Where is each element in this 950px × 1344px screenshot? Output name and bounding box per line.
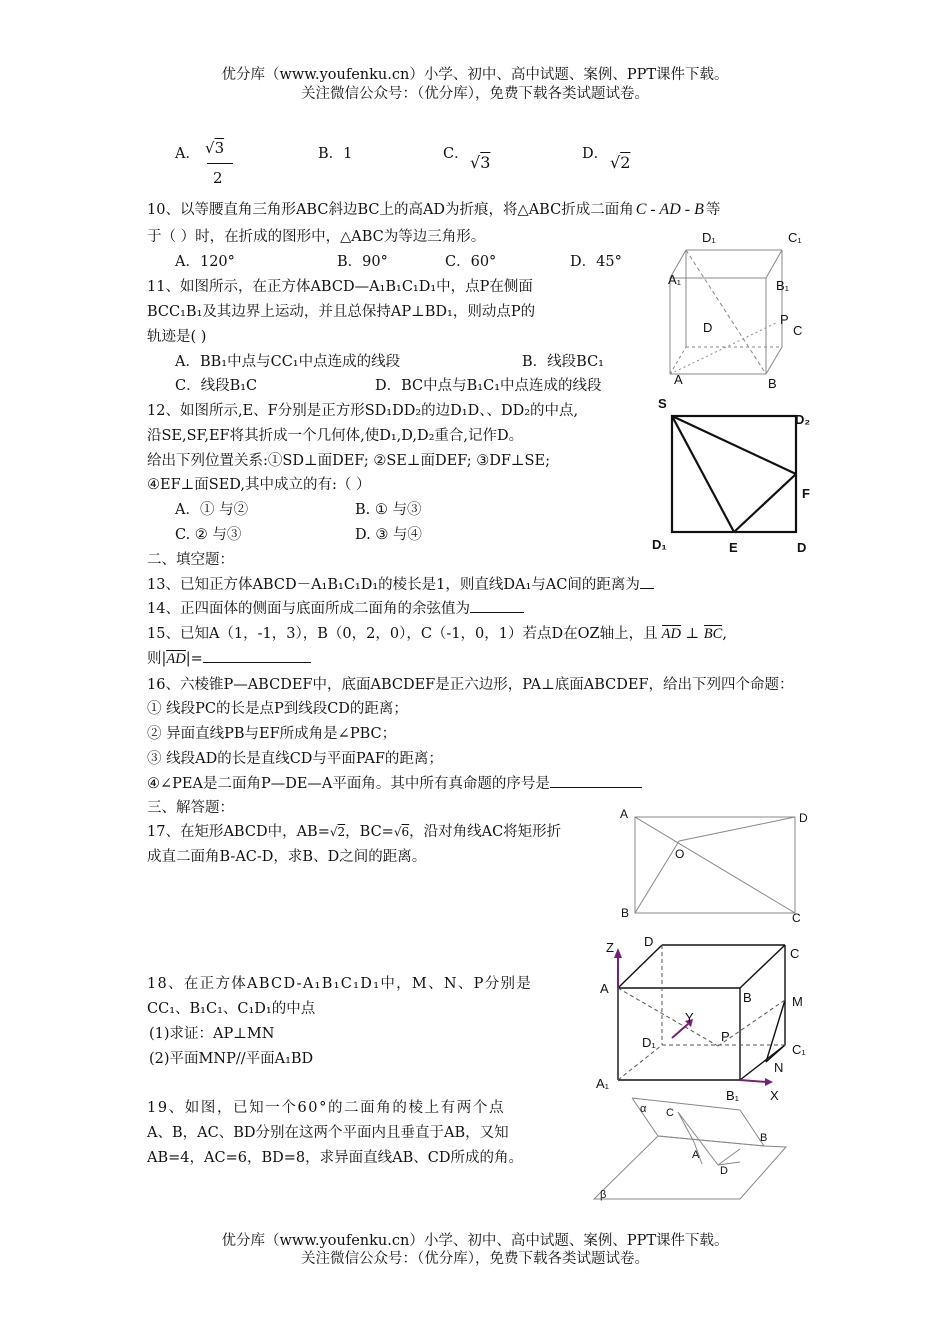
page-footer-line2: 关注微信公众号：（优分库），免费下载各类试题试卷。: [301, 1251, 649, 1267]
q17-rectangle-figure: [615, 805, 815, 925]
q19-line3: AB=4，AC=6，BD=8，求异面直线AB、CD所成的角。: [147, 1150, 523, 1166]
q19-line1: 19、如图，已知一个60°的二面角的棱上有两个点: [147, 1100, 506, 1116]
q11-option-c: C．线段B₁C: [175, 378, 258, 394]
q17-label-o: O: [675, 847, 685, 861]
section-solve-title: 三、解答题：: [147, 800, 234, 816]
q18-label-n: N: [774, 1060, 784, 1075]
q12-label-d2: D₂: [795, 412, 811, 427]
q10-line1-text: 10、以等腰直角三角形ABC斜边BC上的高AD为折痕，将△ABC折成二面角: [147, 202, 634, 218]
q18-line2: CC₁、B₁C₁、C₁D₁的中点: [147, 1001, 316, 1017]
q15-text: 15、已知A（1，-1，3），B（0，2，0），C（-1，0，1）若点D在OZ轴上，且: [147, 626, 658, 642]
q18-part2: (2)平面MNP//平面A₁BD: [149, 1051, 314, 1067]
q12-label-f: F: [802, 486, 810, 501]
q14-line: [147, 598, 524, 620]
q9-option-a-fraction-bar: [207, 163, 233, 164]
q11-label-c: C: [793, 323, 803, 338]
q9-option-d-label: D．: [582, 146, 609, 162]
q18-label-p: P: [721, 1029, 730, 1044]
q10-option-d: D．45°: [570, 254, 622, 270]
q16-line2: ① 线段PC的长是点P到线段CD的距离；: [147, 701, 408, 717]
q12-label-d1: D₁: [652, 537, 667, 552]
q9-option-a-num: 3: [214, 139, 225, 157]
q11-label-d1: D₁: [702, 230, 716, 245]
q9-option-c-label: C．: [443, 146, 469, 162]
q11-option-b: B．线段BC₁: [522, 354, 604, 370]
q17-r2: 6: [401, 825, 410, 839]
q12-label-d: D: [797, 540, 807, 555]
q9-option-b: B．1: [318, 146, 353, 162]
q17-post: ，沿对角线AC将矩形折: [409, 824, 562, 840]
q10-line1-tail: 等: [705, 202, 721, 218]
q19-dihedral-figure: [590, 1092, 810, 1207]
q11-label-c1: C₁: [788, 230, 802, 245]
q17-line1: [147, 821, 561, 843]
q18-label-a: A: [600, 981, 609, 996]
q16-answer-blank[interactable]: [550, 773, 642, 788]
section-fill-in-title: 二、填空题：: [147, 552, 234, 568]
q19-label-c: C: [666, 1107, 674, 1119]
q12-option-b: B. ① 与③: [355, 502, 422, 518]
q17-label-b: B: [621, 906, 630, 920]
q16-line1: 16、六棱锥P—ABCDEF中，底面ABCDEF是正六边形，PA⊥底面ABCDEF，给出下列四个命题：: [147, 677, 794, 693]
q12-square-figure: [650, 392, 820, 557]
q17-label-d: D: [799, 811, 808, 825]
q10-option-c: C．60°: [445, 254, 497, 270]
q9-option-a-den: 2: [213, 169, 223, 187]
q9-option-a-sqrt: √3: [205, 139, 225, 157]
q16-line5: [147, 773, 642, 795]
q10-option-b: B．90°: [337, 254, 388, 270]
q14-answer-blank[interactable]: [470, 598, 524, 613]
q18-label-b: B: [743, 990, 752, 1005]
q15-vector-ad: AD: [661, 626, 681, 642]
q15-vector-bc: BC: [703, 626, 723, 642]
q13-line: [147, 574, 654, 596]
q19-label-b: B: [760, 1132, 768, 1144]
q19-label-a: A: [692, 1149, 700, 1161]
q10-line1: [147, 199, 720, 221]
q11-label-d: D: [703, 320, 713, 335]
q18-label-a1: A₁: [596, 1076, 610, 1091]
q11-line3: 轨迹是( ): [147, 329, 207, 345]
q11-label-a1: A₁: [668, 272, 682, 287]
q17-sqrt6: √6: [393, 825, 410, 839]
q18-cube-figure: [590, 930, 820, 1105]
q12-line4: ④EF⊥面SED,其中成立的有:（ ）: [147, 477, 371, 493]
q16-line4: ③ 线段AD的长是直线CD与平面PAF的距离；: [147, 751, 443, 767]
q11-option-d: D．BC中点与B₁C₁中点连成的线段: [375, 378, 602, 394]
q15-abs-close: |=: [185, 651, 203, 667]
q18-label-d: D: [644, 934, 654, 949]
q15-end-comma: ,: [722, 626, 727, 642]
q15-perp-symbol: ⊥: [685, 626, 700, 642]
q9-option-c-val: 3: [480, 153, 491, 172]
q15-vector-ad-2: AD: [166, 651, 186, 667]
q15-line2: [147, 648, 311, 670]
q16-line3: ② 异面直线PB与EF所成角是∠PBC；: [147, 726, 397, 742]
q17-pre: 17、在矩形ABCD中，AB=: [147, 824, 330, 840]
q12-line3: 给出下列位置关系:①SD⊥面DEF; ②SE⊥面DEF; ③DF⊥SE;: [147, 453, 550, 469]
q12-line1: 12、如图所示,E、F分别是正方形SD₁DD₂的边D₁D、、DD₂的中点,: [147, 403, 579, 419]
q18-line1: 18、在正方体ABCD-A₁B₁C₁D₁中，M、N、P分别是: [147, 976, 533, 992]
q11-label-b: B: [768, 376, 777, 391]
q9-option-a-label: A．: [175, 146, 200, 162]
q16-line5-text: ④∠PEA是二面角P—DE—A平面角。其中所有真命题的序号是: [147, 776, 550, 792]
q18-label-d1: D₁: [642, 1035, 656, 1050]
q15-answer-blank[interactable]: [203, 648, 311, 663]
q18-label-c1: C₁: [792, 1042, 806, 1057]
q19-line2: A、B，AC、BD分别在这两个平面内且垂直于AB，又知: [147, 1125, 509, 1141]
q19-label-alpha: α: [640, 1103, 647, 1115]
q18-label-m: M: [792, 994, 803, 1009]
q11-line1: 11、如图所示，在正方体ABCD—A₁B₁C₁D₁中，点P在侧面: [147, 279, 533, 295]
q11-label-a: A: [674, 372, 683, 387]
q17-mid: ，BC=: [345, 824, 394, 840]
q11-option-a: A．BB₁中点与CC₁中点连成的线段: [175, 354, 401, 370]
page-header-line2: 关注微信公众号：（优分库），免费下载各类试题试卷。: [301, 86, 649, 102]
q15-abs-open: 则|: [147, 651, 167, 667]
q11-line2: BCC₁B₁及其边界上运动，并且总保持AP⊥BD₁，则动点P的: [147, 304, 536, 320]
q19-label-d: D: [720, 1165, 728, 1177]
q11-label-p: P: [780, 312, 789, 327]
q12-label-s: S: [658, 396, 667, 411]
q17-label-a: A: [620, 807, 629, 821]
q18-part1: (1)求证：AP⊥MN: [149, 1026, 275, 1042]
q17-line2: 成直二面角B-AC-D，求B、D之间的距离。: [147, 849, 427, 865]
page-header-line1: 优分库（www.youfenku.cn）小学、初中、高中试题、案例、PPT课件下载。: [221, 67, 729, 83]
q18-label-c: C: [790, 946, 800, 961]
q13-answer-blank[interactable]: [640, 574, 654, 589]
q18-label-z: Z: [606, 940, 614, 955]
q18-label-b1: B₁: [726, 1088, 740, 1103]
q9-option-c-sqrt: √3: [470, 153, 491, 172]
q12-label-e: E: [729, 540, 738, 555]
q11-label-b1: B₁: [776, 278, 790, 293]
q15-line1: [147, 623, 727, 645]
q12-option-a: A．① 与②: [175, 502, 249, 518]
q12-option-d: D. ③ 与④: [355, 527, 422, 543]
q10-line2: 于（ ）时，在折成的图形中，△ABC为等边三角形。: [147, 229, 486, 245]
q17-sqrt2: √2: [329, 825, 346, 839]
q17-label-c: C: [792, 911, 801, 925]
q10-angle: C - AD - B: [635, 201, 704, 218]
q18-label-x: X: [770, 1088, 779, 1103]
q18-label-y: Y: [685, 1010, 694, 1025]
q14-text: 14、正四面体的侧面与底面所成二面角的余弦值为: [147, 601, 470, 617]
q12-option-c: C. ② 与③: [175, 527, 242, 543]
q13-text: 13、已知正方体ABCD－A₁B₁C₁D₁的棱长是1，则直线DA₁与AC间的距离为: [147, 577, 640, 593]
q17-r1: 2: [337, 825, 346, 839]
q9-option-d-sqrt: √2: [610, 153, 631, 172]
q9-option-d-val: 2: [620, 153, 631, 172]
q10-option-a: A．120°: [175, 254, 235, 270]
q11-cube-figure: [660, 222, 820, 392]
q19-label-beta: β: [600, 1189, 607, 1201]
page-footer-line1: 优分库（www.youfenku.cn）小学、初中、高中试题、案例、PPT课件下载。: [221, 1233, 729, 1249]
q12-line2: 沿SE,SF,EF将其折成一个几何体,使D₁,D,D₂重合,记作D。: [147, 428, 524, 444]
